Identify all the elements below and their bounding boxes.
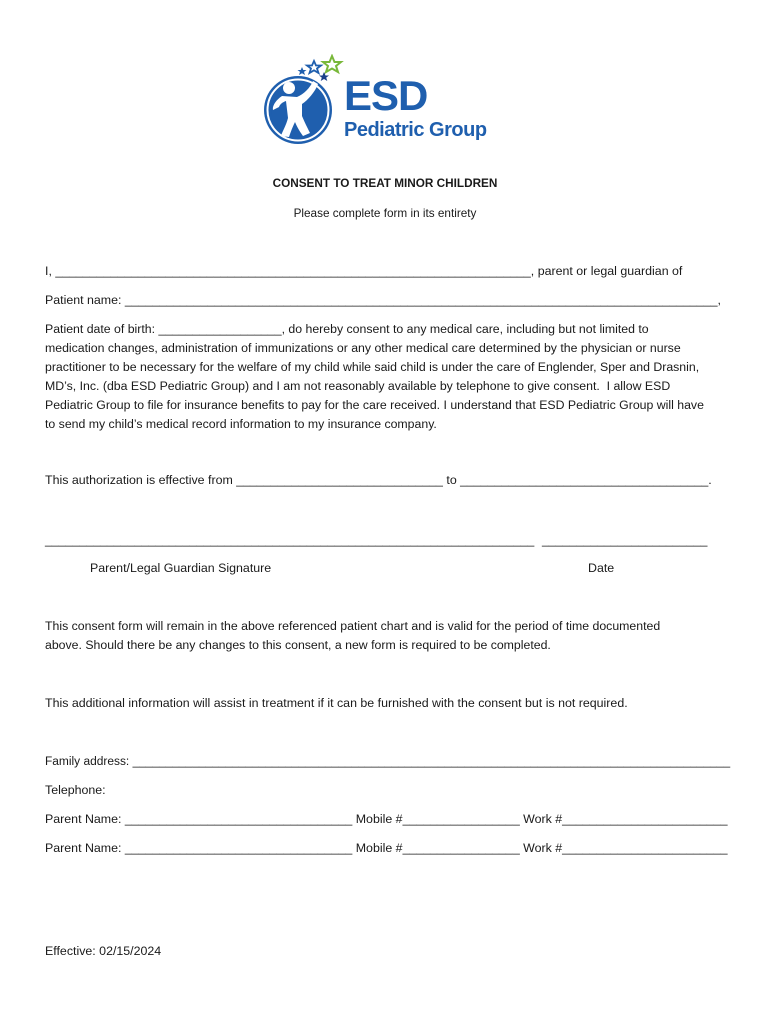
form-title: CONSENT TO TREAT MINOR CHILDREN <box>272 177 498 190</box>
validity-line: above. Should there be any changes to this consent, a new form is required to be completed. <box>45 638 551 652</box>
parent-name-line-2: Parent Name: _________________________________ Mobile #_________________ Work #________________________ <box>45 841 728 855</box>
consent-line: practitioner to be necessary for the welfare of my child while said child is under the care of Englender, Sper and Drasnin, <box>45 360 700 374</box>
telephone-label: Telephone: <box>45 783 106 797</box>
effective-date: Effective: 02/15/2024 <box>45 944 162 958</box>
validity-line: This consent form will remain in the above referenced patient chart and is valid for the period of time documented <box>45 619 661 633</box>
date-label: Date <box>588 561 615 575</box>
logo-name: ESD <box>344 72 428 119</box>
esd-pediatric-group-logo <box>262 54 512 146</box>
consent-line: medication changes, administration of immunizations or any other medical care determined by the physician or nurse <box>45 341 681 355</box>
signature-blank: _______________________________________________________________________ <box>45 533 535 547</box>
validity-paragraph <box>45 617 735 655</box>
guardian-line: I, _____________________________________________________________________, parent or legal guardian of <box>45 264 683 278</box>
additional-note: This additional information will assist in treatment if it can be furnished with the consent but is not required. <box>45 696 628 710</box>
consent-line: MD’s, Inc. (dba ESD Pediatric Group) and I am not reasonably available by telephone to give consent. I allow ESD <box>45 379 671 393</box>
patient-name-line: Patient name: ______________________________________________________________________________________, <box>45 293 721 307</box>
parent-name-line-1: Parent Name: _________________________________ Mobile #_________________ Work #________________________ <box>45 812 728 826</box>
logo-subtitle: Pediatric Group <box>344 119 487 141</box>
form-subtitle: Please complete form in its entirety <box>293 207 477 220</box>
authorization-line: This authorization is effective from ______________________________ to ____________________________________. <box>45 473 712 487</box>
signature-label: Parent/Legal Guardian Signature <box>90 561 272 575</box>
consent-line: Patient date of birth: __________________, do hereby consent to any medical care, including but not limited to <box>45 322 649 336</box>
consent-line: Pediatric Group to file for insurance benefits to pay for the care received. I understand that ESD Pediatric Group will have <box>45 398 704 412</box>
child-emblem-icon <box>264 76 332 144</box>
consent-line: to send my child’s medical record information to my insurance company. <box>45 417 437 431</box>
consent-paragraph <box>45 320 735 434</box>
date-blank: ________________________ <box>542 533 708 547</box>
family-address-line: Family address: __________________________________________________________________________________________ <box>45 754 731 768</box>
